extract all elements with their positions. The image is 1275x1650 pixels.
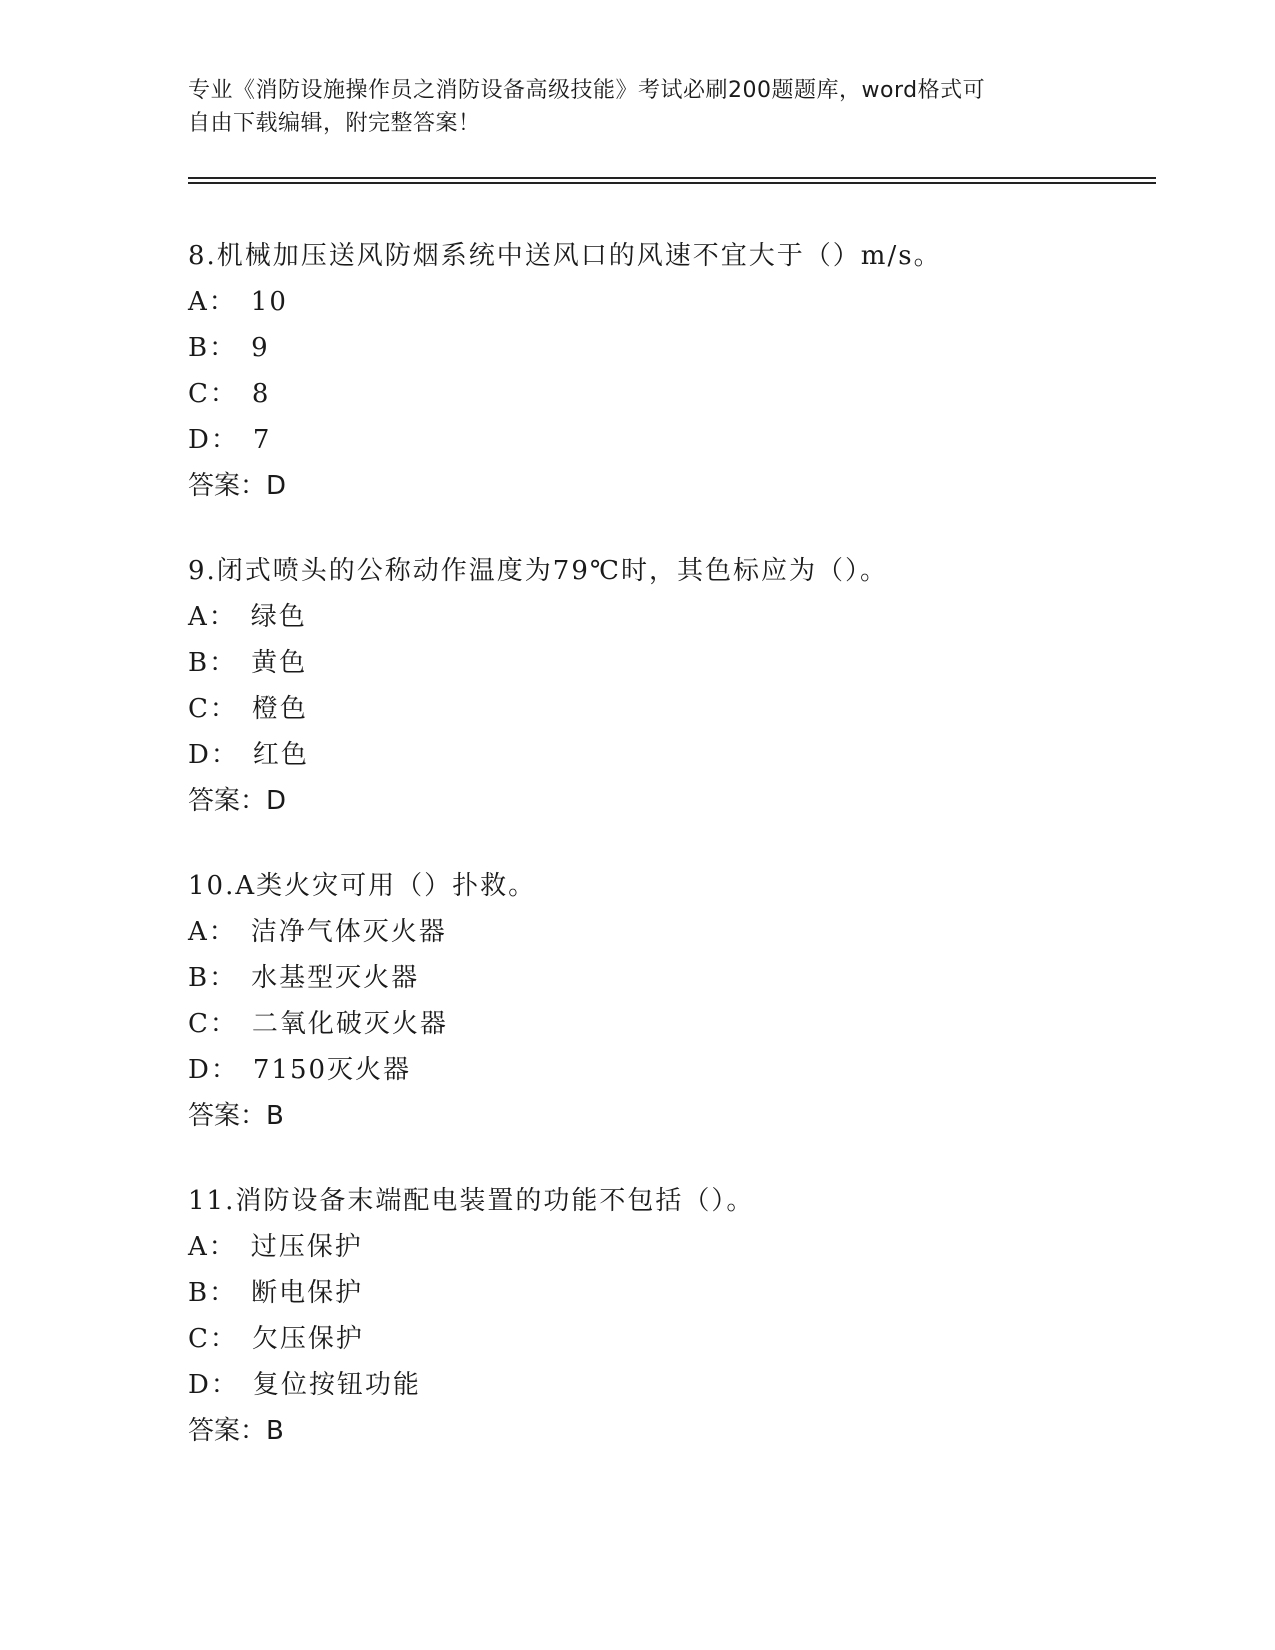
option-b xyxy=(188,325,1148,371)
question-block xyxy=(188,1178,1148,1454)
header-divider-top xyxy=(188,177,1156,179)
option-c xyxy=(188,371,1148,417)
option-c xyxy=(188,1001,1148,1047)
option-letter: D： xyxy=(188,740,239,770)
option-a xyxy=(188,1224,1148,1270)
option-text: 7 xyxy=(252,425,272,455)
answer-line: 答案：B xyxy=(188,1416,284,1446)
option-text: 黄色 xyxy=(251,648,308,678)
option-text: 8 xyxy=(251,379,271,409)
option-b xyxy=(188,1270,1148,1316)
option-a xyxy=(188,279,1148,325)
answer-line: 答案：D xyxy=(188,471,287,501)
header-line-2: 自由下载编辑，附完整答案！ xyxy=(188,111,481,136)
option-text: 绿色 xyxy=(250,602,307,632)
option-text: 10 xyxy=(250,287,288,317)
header-line-1: 专业《消防设施操作员之消防设备高级技能》考试必刷200题题库，word格式可 xyxy=(188,78,986,103)
question-stem: 10.A类火灾可用（）扑救。 xyxy=(188,871,537,901)
option-letter: D： xyxy=(188,1370,239,1400)
option-text: 二氧化破灭火器 xyxy=(251,1009,448,1039)
question-stem: 9.闭式喷头的公称动作温度为79℃时，其色标应为（）。 xyxy=(188,556,888,586)
option-d xyxy=(188,1047,1148,1093)
option-b xyxy=(188,640,1148,686)
option-text: 过压保护 xyxy=(250,1232,363,1262)
question-stem: 11.消防设备末端配电装置的功能不包括（）。 xyxy=(188,1186,755,1216)
option-letter: A： xyxy=(188,287,237,317)
option-b xyxy=(188,955,1148,1001)
option-letter: C： xyxy=(188,1324,238,1354)
option-text: 水基型灭火器 xyxy=(251,963,420,993)
option-letter: C： xyxy=(188,379,238,409)
option-letter: A： xyxy=(188,1232,237,1262)
option-letter: A： xyxy=(188,917,237,947)
option-d xyxy=(188,1362,1148,1408)
option-text: 红色 xyxy=(252,740,309,770)
option-d xyxy=(188,732,1148,778)
option-letter: C： xyxy=(188,1009,238,1039)
option-letter: B： xyxy=(188,333,238,363)
document-header xyxy=(188,74,1088,140)
option-text: 橙色 xyxy=(251,694,308,724)
question-block xyxy=(188,233,1148,509)
option-a xyxy=(188,594,1148,640)
option-text: 7150灭火器 xyxy=(252,1055,412,1085)
option-letter: C： xyxy=(188,694,238,724)
option-text: 9 xyxy=(251,333,270,363)
question-stem: 8.机械加压送风防烟系统中送风口的风速不宜大于（）m/s。 xyxy=(188,241,942,271)
option-a xyxy=(188,909,1148,955)
option-letter: D： xyxy=(188,425,239,455)
option-letter: A： xyxy=(188,602,237,632)
option-text: 复位按钮功能 xyxy=(252,1370,421,1400)
option-text: 洁净气体灭火器 xyxy=(250,917,447,947)
header-divider-bottom xyxy=(188,182,1156,184)
option-letter: B： xyxy=(188,963,238,993)
answer-line: 答案：D xyxy=(188,786,287,816)
option-c xyxy=(188,686,1148,732)
question-block xyxy=(188,548,1148,824)
option-d xyxy=(188,417,1148,463)
question-block xyxy=(188,863,1148,1139)
option-c xyxy=(188,1316,1148,1362)
answer-line: 答案：B xyxy=(188,1101,284,1131)
option-text: 断电保护 xyxy=(251,1278,364,1308)
option-text: 欠压保护 xyxy=(251,1324,364,1354)
option-letter: B： xyxy=(188,1278,238,1308)
option-letter: B： xyxy=(188,648,238,678)
option-letter: D： xyxy=(188,1055,239,1085)
